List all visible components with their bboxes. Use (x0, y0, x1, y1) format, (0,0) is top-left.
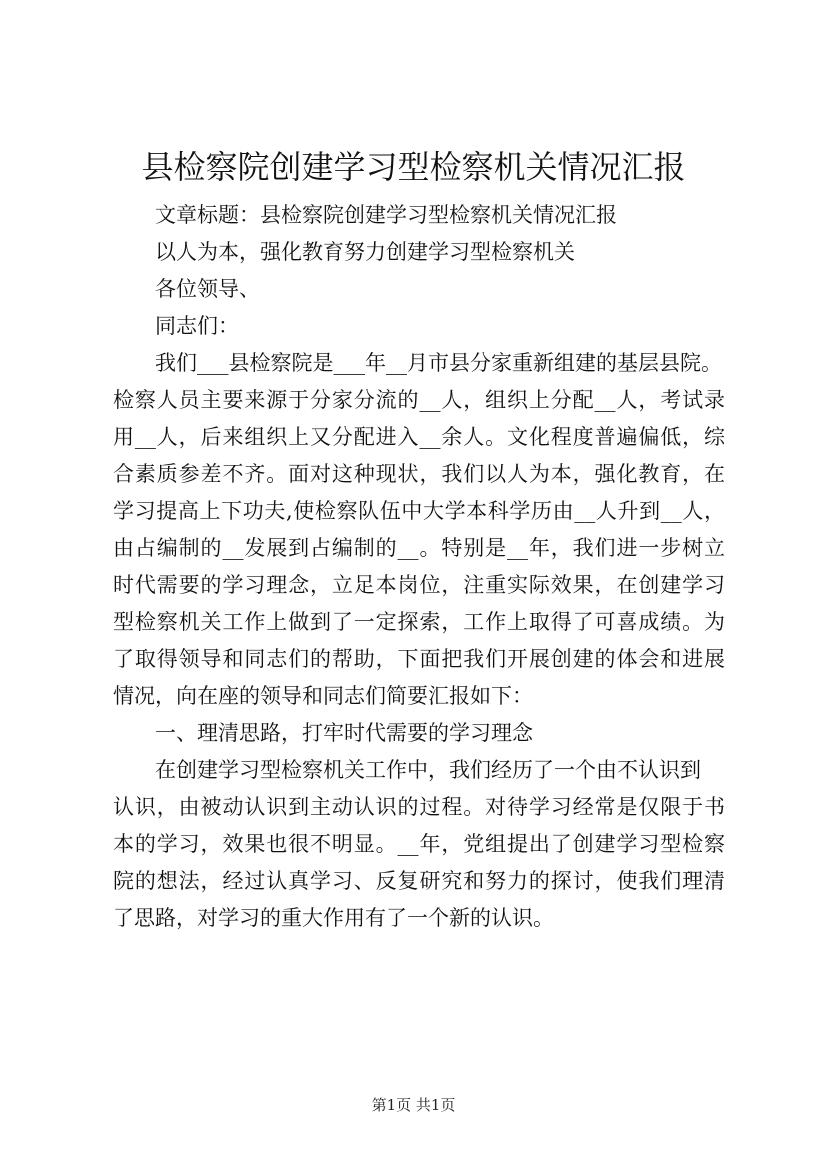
text-line: 了思路，对学习的重大作用有了一个新的认识。 (113, 906, 554, 930)
text-line: 由占编制的__发展到占编制的__。特别是__年，我们进一步树立 (113, 536, 725, 560)
text-line: 本的学习，效果也很不明显。__年，党组提出了创建学习型检察 (113, 832, 725, 856)
text-line: 型检察机关工作上做到了一定探索，工作上取得了可喜成绩。为 (113, 610, 725, 634)
text-line: 用__人，后来组织上又分配进入__余人。文化程度普遍偏低，综 (113, 425, 725, 449)
text-line: 同志们： (155, 314, 239, 338)
text-line: 时代需要的学习理念，立足本岗位，注重实际效果，在创建学习 (113, 573, 725, 597)
text-line: 我们___县检察院是___年__月市县分家重新组建的基层县院。 (155, 351, 722, 375)
text-line: 检察人员主要来源于分家分流的__人，组织上分配__人，考试录 (113, 388, 725, 412)
text-line: 认识，由被动认识到主动认识的过程。对待学习经常是仅限于书 (113, 795, 725, 819)
text-line: 情况，向在座的领导和同志们简要汇报如下： (113, 684, 533, 708)
text-line: 以人为本，强化教育努力创建学习型检察机关 (155, 240, 575, 264)
text-line: 了取得领导和同志们的帮助，下面把我们开展创建的体会和进展 (113, 647, 725, 671)
text-line: 文章标题：县检察院创建学习型检察机关情况汇报 (155, 203, 617, 227)
document-body (113, 197, 725, 937)
page-number-footer: 第1页 共1页 (371, 1096, 456, 1114)
text-line: 在创建学习型检察机关工作中，我们经历了一个由不认识到 (155, 758, 701, 782)
text-line: 院的想法，经过认真学习、反复研究和努力的探讨，使我们理清 (113, 869, 725, 893)
section-heading: 一、理清思路，打牢时代需要的学习理念 (155, 721, 533, 745)
text-line: 各位领导、 (155, 277, 260, 301)
document-title: 县检察院创建学习型检察机关情况汇报 (141, 148, 686, 186)
text-line: 合素质参差不齐。面对这种现状，我们以人为本，强化教育，在 (113, 462, 725, 486)
text-line: 学习提高上下功夫,使检察队伍中大学本科学历由__人升到__人， (113, 499, 725, 523)
